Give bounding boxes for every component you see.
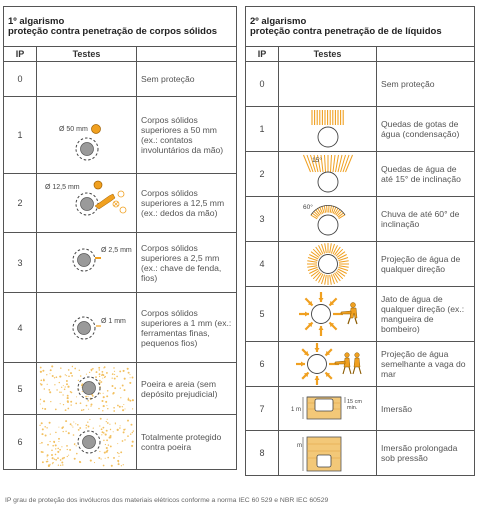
ip-number: 4 <box>246 242 279 287</box>
ip-number: 5 <box>246 287 279 342</box>
equipment-box-icon <box>317 455 331 467</box>
heavy-seas-icon <box>279 342 377 386</box>
table-row <box>4 415 237 470</box>
table-row <box>246 197 475 242</box>
test-illustration <box>279 107 377 152</box>
prolonged-immersion-icon <box>279 431 377 475</box>
equipment-sphere-icon <box>78 254 91 267</box>
table-row <box>246 431 475 476</box>
ip-description: Quedas de água de até 15° de inclinação <box>377 152 475 197</box>
ip-description: Jato de água de qualquer direção (ex.: mangueira de bombeiro) <box>377 287 475 342</box>
immersion-icon <box>279 387 377 430</box>
equipment-box-icon <box>315 399 333 411</box>
vertical-drops-icon <box>279 107 377 151</box>
angle-label: 15° <box>312 157 322 164</box>
depth-label: 15 cm <box>347 399 362 405</box>
solids-table <box>3 6 237 470</box>
test-illustration <box>37 233 137 293</box>
drops-15deg-icon <box>279 152 377 196</box>
test-illustration <box>279 342 377 387</box>
ip-description: Projeção de água semelhante a vaga do mar <box>377 342 475 387</box>
water-drops-icon <box>312 110 343 125</box>
equipment-sphere-icon <box>81 198 94 211</box>
angle-label: 60° <box>303 204 313 211</box>
table-row <box>4 293 237 363</box>
dust-partial-icon <box>37 363 137 414</box>
table-row <box>246 152 475 197</box>
test-illustration <box>37 97 137 174</box>
ip-number: 1 <box>246 107 279 152</box>
ip-number: 6 <box>4 415 37 470</box>
table-row <box>246 342 475 387</box>
test-illustration <box>279 62 377 107</box>
test-illustration <box>37 174 137 233</box>
liquids-table <box>245 6 475 476</box>
test-illustration <box>37 363 137 415</box>
equipment-circle-icon <box>318 215 338 235</box>
equipment-circle-icon <box>312 305 331 324</box>
equipment-circle-icon <box>318 172 338 192</box>
liquids-title <box>246 7 475 47</box>
ip-number: 4 <box>4 293 37 363</box>
equipment-circle-icon <box>318 127 338 147</box>
figure-caption: IP grau de proteção dos invólucros dos materiais elétricos conforme a norma IEC 60 529 e NBR IEC 60529 <box>5 497 329 504</box>
probe-sphere-icon <box>92 125 101 134</box>
firefighters-icon <box>335 353 361 374</box>
ip-number: 6 <box>246 342 279 387</box>
table-row <box>4 174 237 233</box>
finger-icon <box>95 194 115 209</box>
ip-description: Totalmente protegido contra poeira <box>137 415 237 470</box>
ip-description: Corpos sólidos superiores a 12,5 mm (ex.: dedos da mão) <box>137 174 237 233</box>
test-illustration <box>37 62 137 97</box>
ip-description: Chuva de até 60° de inclinação <box>377 197 475 242</box>
water-jet-icon <box>279 287 377 341</box>
ip-description: Imersão prolongada sob pressão <box>377 431 475 476</box>
diameter-label: Ø 12,5 mm <box>45 184 80 191</box>
table-row <box>4 233 237 293</box>
ip-description: Sem proteção <box>137 62 237 97</box>
equipment-sphere-icon <box>81 143 94 156</box>
liquids-col-ip: IP <box>246 47 279 62</box>
ip-number: 5 <box>4 363 37 415</box>
ip-number: 0 <box>246 62 279 107</box>
test-illustration <box>279 387 377 431</box>
equipment-circle-icon <box>319 255 338 274</box>
ip-description: Corpos sólidos superiores a 50 mm (ex.: contatos involuntários da mão) <box>137 97 237 174</box>
table-row <box>246 107 475 152</box>
liquids-col-desc <box>377 47 475 62</box>
table-row <box>4 62 237 97</box>
solids-col-ip: IP <box>4 47 37 62</box>
equipment-sphere-icon <box>83 436 96 449</box>
test-illustration <box>279 431 377 476</box>
ip-number: 3 <box>246 197 279 242</box>
ip-number: 7 <box>246 387 279 431</box>
solids-title <box>4 7 237 47</box>
ip-description: Imersão <box>377 387 475 431</box>
test-illustration <box>279 152 377 197</box>
liquids-title-line1: 2º algarismo <box>250 15 307 27</box>
wire-1mm-icon <box>37 293 137 362</box>
wire-2-5mm-icon <box>37 233 137 292</box>
ip-description: Corpos sólidos superiores a 1 mm (ex.: ferramentas finas, pequenos fios) <box>137 293 237 363</box>
water-drops-icon <box>304 155 353 172</box>
depth-label: 1 m <box>291 407 302 413</box>
ip-description: Projeção de água de qualquer direção <box>377 242 475 287</box>
ip-number: 2 <box>246 152 279 197</box>
ip-description: Corpos sólidos superiores a 2,5 mm (ex.: chave de fenda, fios) <box>137 233 237 293</box>
table-row <box>246 62 475 107</box>
diameter-label: Ø 1 mm <box>101 318 126 325</box>
test-illustration <box>279 242 377 287</box>
liquids-col-tests: Testes <box>279 47 377 62</box>
depth-label: min. <box>347 405 358 411</box>
ip-number: 3 <box>4 233 37 293</box>
table-row <box>246 242 475 287</box>
ip-description: Poeira e areia (sem depósito prejudicial) <box>137 363 237 415</box>
table-row <box>4 363 237 415</box>
diameter-label: Ø 2,5 mm <box>101 247 132 254</box>
liquids-title-line2: proteção contra penetração de de líquidos <box>250 25 442 37</box>
finger-probe-icon <box>37 174 137 232</box>
test-illustration <box>279 287 377 342</box>
splash-all-directions-icon <box>279 242 377 286</box>
ip-number: 2 <box>4 174 37 233</box>
diameter-label: Ø 50 mm <box>59 126 88 133</box>
probe-sphere-icon <box>94 181 102 189</box>
ip-description: Sem proteção <box>377 62 475 107</box>
solids-title-line1: 1º algarismo <box>8 15 65 27</box>
sphere-50mm-icon <box>37 97 137 173</box>
table-row <box>4 97 237 174</box>
dust-tight-icon <box>37 415 137 469</box>
solids-title-line2: proteção contra penetração de corpos sólidos <box>8 25 218 37</box>
firefighter-icon <box>341 303 357 325</box>
test-illustration <box>37 293 137 363</box>
ip-number: 1 <box>4 97 37 174</box>
solids-col-tests: Testes <box>37 47 137 62</box>
solids-col-desc <box>137 47 237 62</box>
rain-60deg-icon <box>279 197 377 241</box>
table-row <box>246 387 475 431</box>
equipment-circle-icon <box>308 355 327 374</box>
equipment-sphere-icon <box>83 382 96 395</box>
test-illustration <box>279 197 377 242</box>
ip-number: 0 <box>4 62 37 97</box>
ip-description: Quedas de gotas de água (condensação) <box>377 107 475 152</box>
depth-label: m <box>297 443 302 449</box>
equipment-sphere-icon <box>78 322 91 335</box>
test-illustration <box>37 415 137 470</box>
ip-number: 8 <box>246 431 279 476</box>
table-row <box>246 287 475 342</box>
